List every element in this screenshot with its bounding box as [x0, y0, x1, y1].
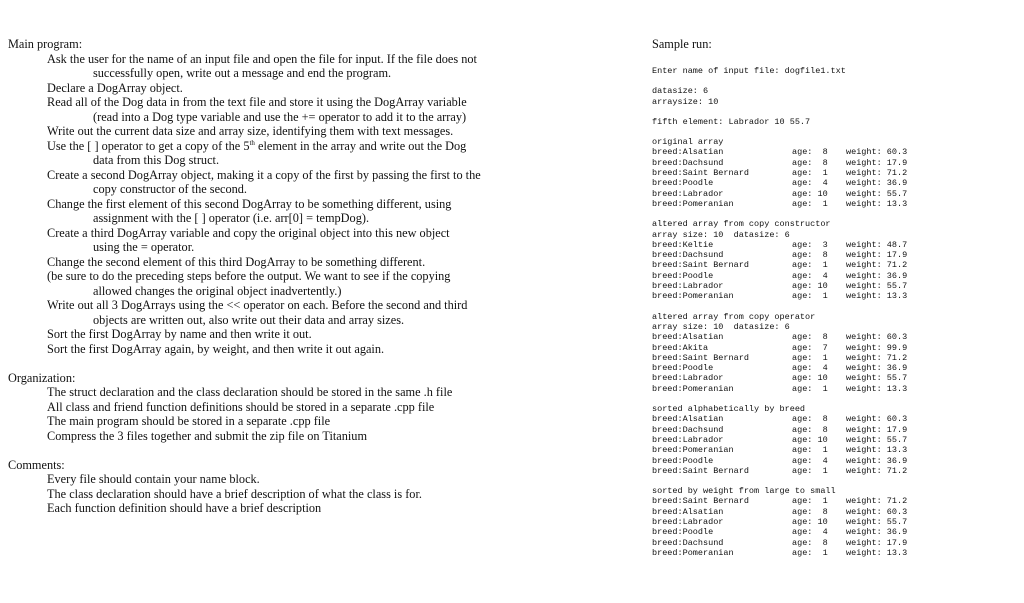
dog-breed: breed:Pomeranian: [652, 198, 734, 209]
dog-breed: breed:Dachsund: [652, 250, 724, 261]
main-item: [8, 226, 628, 255]
organization-item: The struct declaration and the class declaration should be stored in the same .h file: [47, 385, 453, 399]
item-continuation: (read into a Dog type variable and use the += operator to add it to the array): [93, 109, 467, 124]
dog-age: age: 8: [792, 147, 828, 158]
dog-weight: weight: 13.3: [846, 445, 908, 456]
sample-run-heading: Sample run:: [652, 37, 712, 51]
dog-weight: weight: 55.7: [846, 516, 908, 527]
item-text: Use the [ ] operator to get a copy of the 5: [47, 138, 250, 153]
dog-breed: breed:Pomeranian: [652, 383, 734, 394]
item-text: Sort the first DogArray again, by weight, and then write it out again.: [47, 341, 385, 356]
dog-row: [652, 363, 1012, 373]
item-text: Read all of the Dog data in from the text file and store it using the DogArray variable: [47, 95, 467, 109]
dog-row: [652, 353, 1012, 363]
dog-weight: weight: 99.9: [846, 342, 908, 353]
dog-age: age: 10: [792, 516, 828, 527]
dog-weight: weight: 36.9: [846, 363, 908, 374]
item-continuation: using the = operator.: [93, 240, 195, 254]
dog-weight: weight: 17.9: [846, 424, 908, 435]
dog-breed: breed:Dachsund: [652, 157, 724, 168]
output-blocks: [652, 137, 1012, 558]
dog-weight: weight: 55.7: [846, 188, 908, 199]
dog-row: [652, 538, 1012, 548]
item-text: Sort the first DogArray by name and then write it out.: [47, 327, 312, 341]
dog-weight: weight: 55.7: [846, 373, 908, 384]
block-header: sorted by weight from large to small: [652, 486, 836, 497]
input-prompt-line: Enter name of input file: dogfile1.txt: [652, 66, 846, 76]
block-header: array size: 10 datasize: 6: [652, 321, 790, 332]
dog-age: age: 3: [792, 239, 828, 250]
dog-age: age: 1: [792, 445, 828, 456]
item-text: Change the second element of this third DogArray to be something different.: [47, 254, 426, 269]
item-text: Ask the user for the name of an input file and open the file for input. If the file does not: [47, 51, 477, 66]
dog-row: [652, 445, 1012, 455]
dog-breed: breed:Saint Bernard: [652, 352, 749, 363]
dog-breed: breed:Pomeranian: [652, 445, 734, 456]
assignment-instructions: [8, 37, 628, 516]
item-text: Write out all 3 DogArrays using the << operator on each. Before the second and third: [47, 298, 468, 312]
main-item: [8, 255, 628, 270]
item-text: (be sure to do the preceding steps before the output. We want to see if the copying: [47, 269, 451, 283]
dog-breed: breed:Poodle: [652, 363, 714, 374]
dog-breed: breed:Saint Bernard: [652, 496, 749, 507]
dog-breed: breed:Saint Bernard: [652, 260, 749, 271]
dog-row: [652, 291, 1012, 301]
item-continuation: data from this Dog struct.: [93, 153, 220, 167]
main-item: [8, 342, 628, 357]
main-item: [8, 124, 628, 139]
main-item: [8, 269, 628, 298]
dog-age: age: 1: [792, 383, 828, 394]
dog-age: age: 10: [792, 188, 828, 199]
dog-weight: weight: 55.7: [846, 434, 908, 445]
dog-weight: weight: 60.3: [846, 414, 908, 425]
dog-row: [652, 548, 1012, 558]
dog-breed: breed:Labrador: [652, 281, 724, 292]
item-continuation: allowed changes the original object inadvertently.): [93, 283, 342, 298]
dog-age: age: 8: [792, 157, 828, 168]
output-block: [652, 404, 1012, 476]
dog-breed: breed:Labrador: [652, 516, 724, 527]
datasize-line: datasize: 6: [652, 86, 709, 97]
dog-row: [652, 435, 1012, 445]
dog-age: age: 4: [792, 527, 828, 538]
dog-age: age: 8: [792, 506, 828, 517]
dog-weight: weight: 55.7: [846, 281, 908, 292]
main-item: [8, 298, 628, 327]
main-item: [8, 139, 628, 168]
organization-item: Compress the 3 files together and submit the zip file on Titanium: [47, 428, 368, 443]
organization-item: The main program should be stored in a separate .cpp file: [47, 414, 331, 428]
dog-breed: breed:Poodle: [652, 178, 714, 189]
superscript: th: [249, 138, 255, 147]
dog-weight: weight: 60.3: [846, 147, 908, 158]
dog-weight: weight: 17.9: [846, 157, 908, 168]
main-item: [8, 168, 628, 197]
dog-weight: weight: 36.9: [846, 455, 908, 466]
dog-row: [652, 147, 1012, 157]
dog-age: age: 7: [792, 342, 828, 353]
output-block: [652, 137, 1012, 209]
dog-breed: breed:Dachsund: [652, 537, 724, 548]
dog-breed: breed:Pomeranian: [652, 291, 734, 302]
dog-age: age: 1: [792, 465, 828, 476]
comments-item: The class declaration should have a brief description of what the class is for.: [47, 486, 422, 501]
dog-weight: weight: 13.3: [846, 198, 908, 209]
dog-row: [652, 456, 1012, 466]
output-block: [652, 312, 1012, 394]
dog-weight: weight: 36.9: [846, 527, 908, 538]
block-header: array size: 10 datasize: 6: [652, 229, 790, 240]
item-text: Declare a DogArray object.: [47, 80, 183, 95]
dog-row: [652, 189, 1012, 199]
dog-row: [652, 260, 1012, 270]
organization-item: All class and friend function definitions should be stored in a separate .cpp file: [47, 399, 435, 414]
dog-age: age: 10: [792, 434, 828, 445]
dog-row: [652, 178, 1012, 188]
item-text: Change the first element of this second DogArray to be something different, using: [47, 196, 452, 211]
dog-age: age: 4: [792, 363, 828, 374]
dog-row: [652, 240, 1012, 250]
block-header: altered array from copy constructor: [652, 219, 831, 230]
item-continuation: copy constructor of the second.: [93, 182, 248, 196]
main-item: [8, 197, 628, 226]
dog-breed: breed:Labrador: [652, 373, 724, 384]
dog-weight: weight: 13.3: [846, 291, 908, 302]
dog-weight: weight: 13.3: [846, 547, 908, 558]
item-text: element in the array and write out the Dog: [254, 138, 467, 153]
dog-age: age: 10: [792, 373, 828, 384]
dog-row: [652, 271, 1012, 281]
main-item: [8, 81, 628, 96]
dog-age: age: 8: [792, 537, 828, 548]
block-header: original array: [652, 137, 724, 148]
dog-age: age: 1: [792, 352, 828, 363]
item-continuation: assignment with the [ ] operator (i.e. arr[0] = tempDog).: [93, 211, 370, 225]
dog-breed: breed:Pomeranian: [652, 547, 734, 558]
dog-row: [652, 466, 1012, 476]
comments-item: Every file should contain your name block.: [47, 472, 260, 486]
item-text: Create a second DogArray object, making it a copy of the first by passing the first to the: [47, 167, 481, 182]
dog-age: age: 1: [792, 547, 828, 558]
dog-row: [652, 507, 1012, 517]
output-block: [652, 486, 1012, 558]
dog-breed: breed:Dachsund: [652, 424, 724, 435]
dog-age: age: 1: [792, 291, 828, 302]
arraysize-line: arraysize: 10: [652, 96, 719, 107]
dog-breed: breed:Alsatian: [652, 332, 724, 343]
dog-breed: breed:Poodle: [652, 270, 714, 281]
dog-weight: weight: 17.9: [846, 250, 908, 261]
sample-run-panel: [652, 37, 1012, 558]
dog-breed: breed:Saint Bernard: [652, 465, 749, 476]
dog-row: [652, 343, 1012, 353]
dog-breed: breed:Akita: [652, 342, 709, 353]
main-item: [8, 52, 628, 81]
dog-weight: weight: 13.3: [846, 383, 908, 394]
dog-row: [652, 168, 1012, 178]
dog-age: age: 8: [792, 424, 828, 435]
dog-age: age: 1: [792, 260, 828, 271]
dog-weight: weight: 71.2: [846, 352, 908, 363]
dog-row: [652, 281, 1012, 291]
dog-row: [652, 384, 1012, 394]
dog-age: age: 4: [792, 178, 828, 189]
dog-row: [652, 425, 1012, 435]
dog-breed: breed:Alsatian: [652, 414, 724, 425]
dog-age: age: 8: [792, 332, 828, 343]
dog-row: [652, 199, 1012, 209]
dog-breed: breed:Labrador: [652, 188, 724, 199]
dog-breed: breed:Labrador: [652, 434, 724, 445]
dog-row: [652, 332, 1012, 342]
comments-heading: Comments:: [8, 457, 65, 472]
dog-row: [652, 517, 1012, 527]
block-header: altered array from copy operator: [652, 311, 816, 322]
dog-row: [652, 527, 1012, 537]
dog-weight: weight: 60.3: [846, 332, 908, 343]
dog-breed: breed:Keltie: [652, 239, 714, 250]
dog-age: age: 8: [792, 250, 828, 261]
dog-weight: weight: 36.9: [846, 178, 908, 189]
dog-row: [652, 158, 1012, 168]
dog-weight: weight: 71.2: [846, 465, 908, 476]
main-item: [8, 327, 628, 342]
fifth-element-line: fifth element: Labrador 10 55.7: [652, 116, 811, 127]
dog-breed: breed:Poodle: [652, 527, 714, 538]
dog-breed: breed:Alsatian: [652, 147, 724, 158]
dog-age: age: 4: [792, 455, 828, 466]
dog-age: age: 1: [792, 168, 828, 179]
dog-weight: weight: 17.9: [846, 537, 908, 548]
output-block: [652, 219, 1012, 301]
dog-row: [652, 496, 1012, 506]
dog-row: [652, 373, 1012, 383]
dog-row: [652, 250, 1012, 260]
item-text: Write out the current data size and array size, identifying them with text messages.: [47, 124, 454, 138]
item-continuation: objects are written out, also write out their data and array sizes.: [93, 312, 405, 327]
item-continuation: successfully open, write out a message and end the program.: [93, 66, 392, 80]
comments-item: Each function definition should have a brief description: [47, 501, 322, 515]
main-program-heading: Main program:: [8, 37, 83, 51]
organization-heading: Organization:: [8, 370, 76, 385]
dog-weight: weight: 71.2: [846, 496, 908, 507]
main-item: [8, 95, 628, 124]
dog-breed: breed:Alsatian: [652, 506, 724, 517]
dog-row: [652, 414, 1012, 424]
dog-age: age: 10: [792, 281, 828, 292]
dog-age: age: 1: [792, 198, 828, 209]
dog-age: age: 4: [792, 270, 828, 281]
dog-age: age: 1: [792, 496, 828, 507]
item-text: Create a third DogArray variable and copy the original object into this new object: [47, 225, 450, 240]
dog-breed: breed:Saint Bernard: [652, 168, 749, 179]
dog-weight: weight: 60.3: [846, 506, 908, 517]
dog-weight: weight: 48.7: [846, 239, 908, 250]
dog-age: age: 8: [792, 414, 828, 425]
block-header: sorted alphabetically by breed: [652, 404, 806, 415]
dog-weight: weight: 36.9: [846, 270, 908, 281]
dog-weight: weight: 71.2: [846, 260, 908, 271]
dog-weight: weight: 71.2: [846, 168, 908, 179]
dog-breed: breed:Poodle: [652, 455, 714, 466]
